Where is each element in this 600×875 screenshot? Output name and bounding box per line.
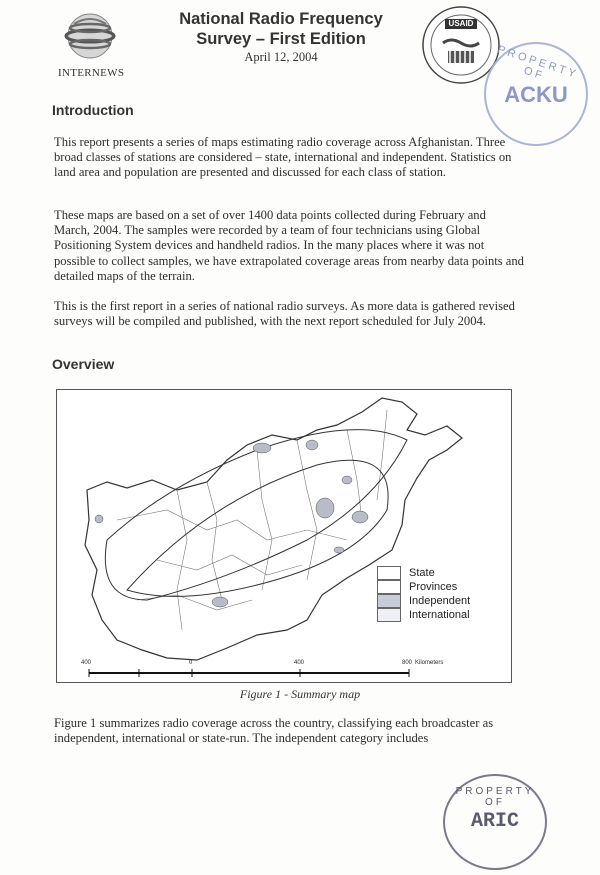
scale-unit: Kilometers	[415, 660, 444, 666]
legend-independent-swatch	[377, 594, 401, 608]
title-line-2: Survey – First Edition	[196, 30, 366, 48]
scale-label-0: 0	[189, 660, 193, 666]
legend-state	[377, 566, 435, 579]
introduction-heading: Introduction	[52, 102, 134, 118]
legend-international	[377, 608, 470, 621]
legend-state-label: State	[409, 566, 435, 579]
legend-independent-label: Independent	[409, 594, 471, 607]
legend-international-swatch	[377, 608, 401, 622]
legend-independent	[377, 594, 470, 607]
usaid-label: USAID	[448, 19, 474, 28]
aric-stamp	[443, 774, 547, 870]
legend-provinces	[377, 580, 457, 593]
document-title	[150, 9, 412, 49]
scale-label-400-right: 400	[294, 660, 305, 666]
intro-paragraph-3: This is the first report in a series of national radio surveys. As more data is gathered revised surveys will be compiled and published, with the next report scheduled for July 2004.	[54, 299, 515, 329]
document-date: April 12, 2004	[244, 50, 318, 64]
intro-paragraph-1: This report presents a series of maps estimating radio coverage across Afghanistan. Three broad classes of stations are considered – state, international and independent. Statistics on land area and population are presented and discussed for each class of station.	[54, 135, 512, 180]
scale-label-400-left: 400	[81, 660, 92, 666]
overview-heading: Overview	[52, 356, 115, 372]
scale-label-800: 800	[402, 660, 413, 666]
legend-international-label: International	[409, 608, 470, 621]
legend-provinces-label: Provinces	[409, 580, 458, 593]
legend-provinces-swatch	[377, 580, 401, 594]
acku-stamp-ring: PROPERTY OF	[495, 43, 580, 83]
acku-stamp	[484, 42, 588, 146]
afghanistan-map-graphic	[57, 390, 511, 682]
figure-caption: Figure 1 - Summary map	[239, 687, 361, 701]
aric-stamp-text: ARIC	[470, 810, 519, 833]
overview-paragraph-1: Figure 1 summarizes radio coverage across the country, classifying each broadcaster as independent, international or state-run. The independent category includes	[54, 716, 494, 746]
internews-logo	[64, 10, 116, 62]
aric-stamp-ring: PROPERTY OF	[455, 786, 535, 808]
acku-stamp-text: ACKU	[504, 82, 568, 107]
summary-map	[56, 389, 512, 683]
org-name: INTERNEWS	[58, 67, 125, 79]
legend-state-swatch	[377, 566, 401, 580]
title-line-1: National Radio Frequency	[179, 10, 383, 28]
intro-paragraph-2: These maps are based on a set of over 1400 data points collected during February and March, 2004. The samples were recorded by a team of four technicians using Global Positioning System devices and handheld radios. In the many places where it was not possible to collect samples, we have extrapolated coverage areas from nearby data points and detailed maps of the terrain.	[54, 208, 524, 283]
